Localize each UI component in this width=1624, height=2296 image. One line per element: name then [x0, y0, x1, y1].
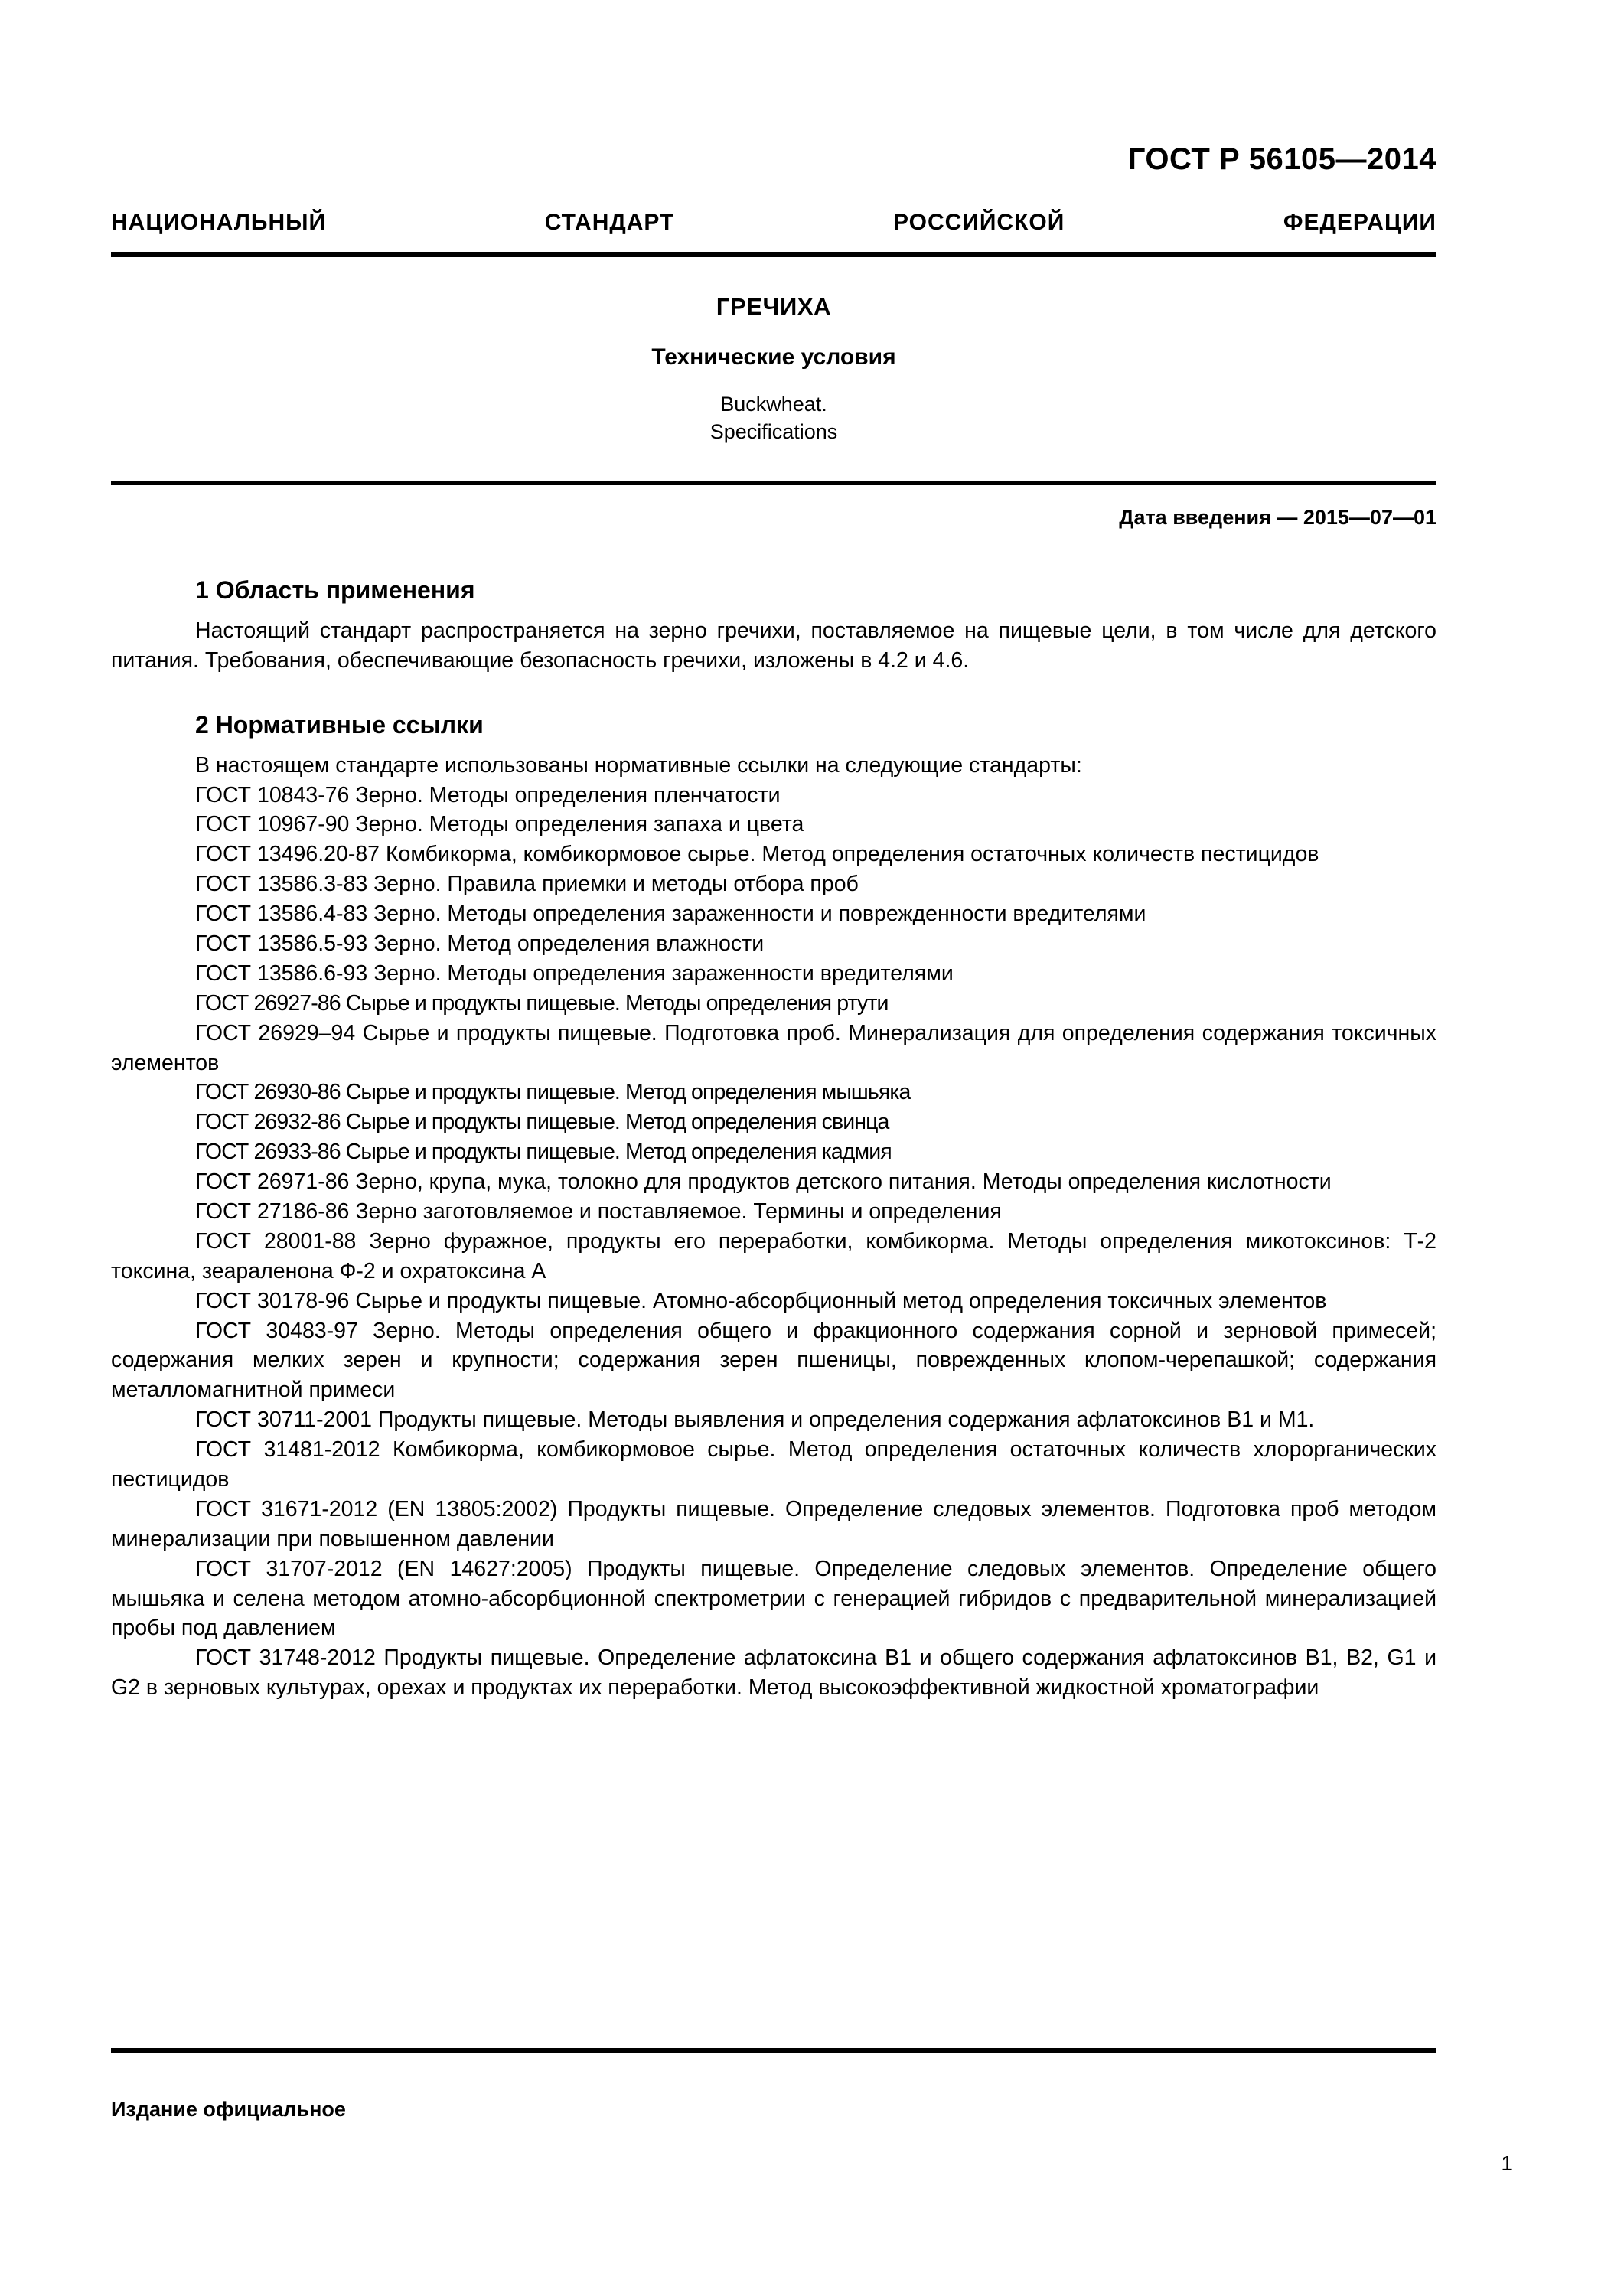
- reference-item: ГОСТ 26930-86 Сырье и продукты пищевые. Метод определения мышьяка: [195, 1080, 911, 1105]
- footer-rule-container: [111, 2048, 1436, 2053]
- document-subtitle: Технические условия: [651, 344, 896, 370]
- introduction-date: Дата введения — 2015—07—01: [1119, 506, 1436, 530]
- reference-item: ГОСТ 26927-86 Сырье и продукты пищевые. Методы определения ртути: [195, 990, 889, 1016]
- reference-item: ГОСТ 31671-2012 (EN 13805:2002) Продукты пищевые. Определение следовых элементов. Подготовка проб методом минерализации при повышенном давлении: [111, 1496, 1436, 1551]
- reference-item: ГОСТ 26933-86 Сырье и продукты пищевые. Метод определения кадмия: [195, 1140, 892, 1165]
- reference-item: ГОСТ 26929–94 Сырье и продукты пищевые. Подготовка проб. Минерализация для определения содержания токсичных элементов: [111, 1020, 1436, 1075]
- header-rule-bottom: [111, 481, 1436, 485]
- references-lead: В настоящем стандарте использованы нормативные ссылки на следующие стандарты:: [195, 752, 1082, 778]
- reference-item: ГОСТ 27186-86 Зерно заготовляемое и поставляемое. Термины и определения: [195, 1199, 1002, 1224]
- title-block-spacer: [111, 445, 1436, 481]
- reference-item: ГОСТ 10967-90 Зерно. Методы определения запаха и цвета: [195, 812, 804, 837]
- official-edition-note: Издание официальное: [111, 2098, 346, 2121]
- reference-item: ГОСТ 13496.20-87 Комбикорма, комбикормовое сырье. Метод определения остаточных количеств пестицидов: [195, 842, 1319, 867]
- reference-item: ГОСТ 30178-96 Сырье и продукты пищевые. Атомно-абсорбционный метод определения токсичных элементов: [195, 1288, 1327, 1313]
- reference-item: ГОСТ 28001-88 Зерно фуражное, продукты его переработки, комбикорма. Методы определения микотоксинов: Т-2 токсина, зеараленона Ф-2 и охратоксина А: [111, 1228, 1436, 1283]
- reference-item: ГОСТ 13586.3-83 Зерно. Правила приемки и методы отбора проб: [195, 872, 859, 897]
- page-number: 1: [1501, 2151, 1513, 2175]
- english-title-line-2: Specifications: [709, 419, 838, 443]
- header-rule-top: [111, 252, 1436, 257]
- reference-item: ГОСТ 26971-86 Зерно, крупа, мука, толокно для продуктов детского питания. Методы определения кислотности: [195, 1169, 1332, 1195]
- document-title-english: [111, 391, 1436, 445]
- reference-item: ГОСТ 10843-76 Зерно. Методы определения пленчатости: [195, 782, 781, 807]
- scope-paragraph: Настоящий стандарт распространяется на зерно гречихи, поставляемое на пищевые цели, в том числе для детского питания. Требования, обеспечивающие безопасность гречихи, изложены в 4.2 и 4.6.: [111, 618, 1436, 673]
- section-heading-scope: 1 Область применения: [195, 576, 475, 604]
- page-content: [111, 0, 1436, 1703]
- reference-item: ГОСТ 31707-2012 (EN 14627:2005) Продукты пищевые. Определение следовых элементов. Определение общего мышьяка и селена методом атомно-абсорбционной спектрометрии с генерацией гибридов с предварительной минерализацией пробы под давлением: [111, 1556, 1436, 1641]
- reference-item: ГОСТ 30711-2001 Продукты пищевые. Методы выявления и определения содержания афлатоксинов В1 и М1.: [195, 1407, 1315, 1433]
- english-title-line-1: Buckwheat.: [720, 393, 827, 416]
- document-title: ГРЕЧИХА: [716, 293, 832, 320]
- reference-item: ГОСТ 30483-97 Зерно. Методы определения общего и фракционного содержания сорной и зерновой примесей; содержания мелких зерен и крупности; содержания зерен пшеницы, поврежденных клопом-черепашкой; содержания металломагнитной примеси: [111, 1318, 1436, 1403]
- section-heading-references: 2 Нормативные ссылки: [195, 710, 484, 739]
- title-block: [111, 292, 1436, 481]
- reference-item: ГОСТ 26932-86 Сырье и продукты пищевые. Метод определения свинца: [195, 1110, 889, 1135]
- footer-rule: [111, 2048, 1436, 2053]
- reference-item: ГОСТ 13586.5-93 Зерно. Метод определения влажности: [195, 931, 765, 956]
- reference-item: ГОСТ 13586.6-93 Зерно. Методы определения зараженности вредителями: [195, 960, 954, 986]
- reference-item: ГОСТ 13586.4-83 Зерно. Методы определения зараженности и поврежденности вредителями: [195, 902, 1146, 927]
- document-code: ГОСТ Р 56105—2014: [1127, 142, 1436, 176]
- reference-item: ГОСТ 31481-2012 Комбикорма, комбикормовое сырье. Метод определения остаточных количеств хлорорганических пестицидов: [111, 1437, 1436, 1492]
- national-standard-banner: НАЦИОНАЛЬНЫЙ СТАНДАРТ РОССИЙСКОЙ ФЕДЕРАЦИИ: [111, 210, 1436, 235]
- reference-item: ГОСТ 31748-2012 Продукты пищевые. Определение афлатоксина В1 и общего содержания афлатоксинов В1, В2, G1 и G2 в зерновых культурах, орехах и продуктах их переработки. Метод высокоэффективной жидкостной хроматографии: [111, 1645, 1436, 1701]
